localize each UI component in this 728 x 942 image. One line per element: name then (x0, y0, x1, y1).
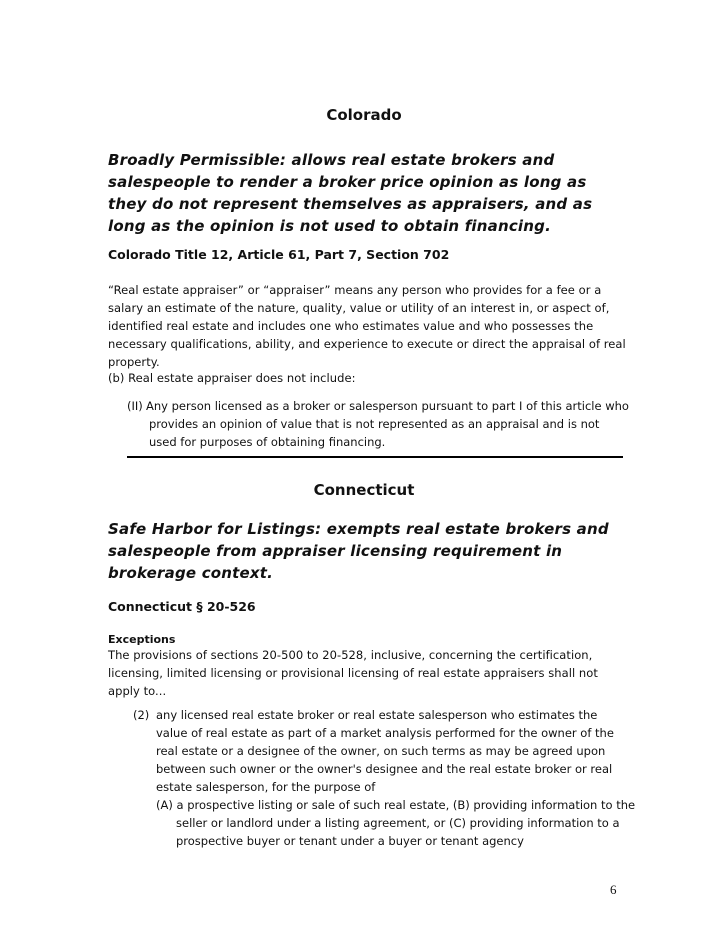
colorado-summary: Broadly Permissible: allows real estate brokers and salespeople to render a broker price opinion as long as they do not represent themselves as appraisers, and as long as the opinion is not used to obtain financing. (108, 151, 593, 235)
connecticut-citation: Connecticut § 20-526 (108, 599, 256, 614)
item-2-text: any licensed real estate broker or real estate salesperson who estimates the value of real estate as part of a market analysis performed for the owner of the real estate or a designee of the owner, on such terms as may be agreed upon between such owner or the owner's designee and the real estate broker or real estate salesperson, for the purpose of (156, 708, 614, 794)
connecticut-summary: Safe Harbor for Listings: exempts real estate brokers and salespeople from appraiser licensing requirement in brokerage context. (108, 520, 609, 582)
item-2-label: (2) (133, 708, 150, 722)
connecticut-heading: Connecticut (313, 481, 415, 499)
colorado-citation: Colorado Title 12, Article 61, Part 7, Section 702 (108, 247, 450, 262)
exclusion-item-body (146, 397, 629, 451)
exceptions-text: The provisions of sections 20-500 to 20-528, inclusive, concerning the certification, licensing, limited licensing or provisional licensing of real estate appraisers shall not apply to... (108, 648, 598, 698)
colorado-heading: Colorado (326, 106, 402, 124)
colorado-exclusion-intro: (b) Real estate appraiser does not include: (108, 371, 356, 385)
exclusion-item-label: (II) (127, 399, 143, 413)
section-divider (127, 456, 623, 458)
page-number: 6 (610, 882, 617, 897)
exceptions-label: Exceptions (108, 633, 176, 646)
item-2-subitems (156, 796, 636, 850)
subitem-text: (A) a prospective listing or sale of such real estate, (B) providing information to the seller or landlord under a listing agreement, or (C) providing information to a prospective buyer or tenant under a buyer or tenant agency (156, 798, 636, 848)
colorado-definition: “Real estate appraiser” or “appraiser” means any person who provides for a fee or a salary an estimate of the nature, quality, value or utility of an interest in, or aspect of, identified real estate and includes one who estimates value and who possesses the necessary qualifications, ability, and experience to execute or direct the appraisal of real property. (108, 283, 626, 369)
exclusion-item-paragraph: Any person licensed as a broker or salesperson pursuant to part I of this article who provides an opinion of value that is not represented as an appraisal and is not used for purposes of obtaining financing. (146, 399, 629, 449)
